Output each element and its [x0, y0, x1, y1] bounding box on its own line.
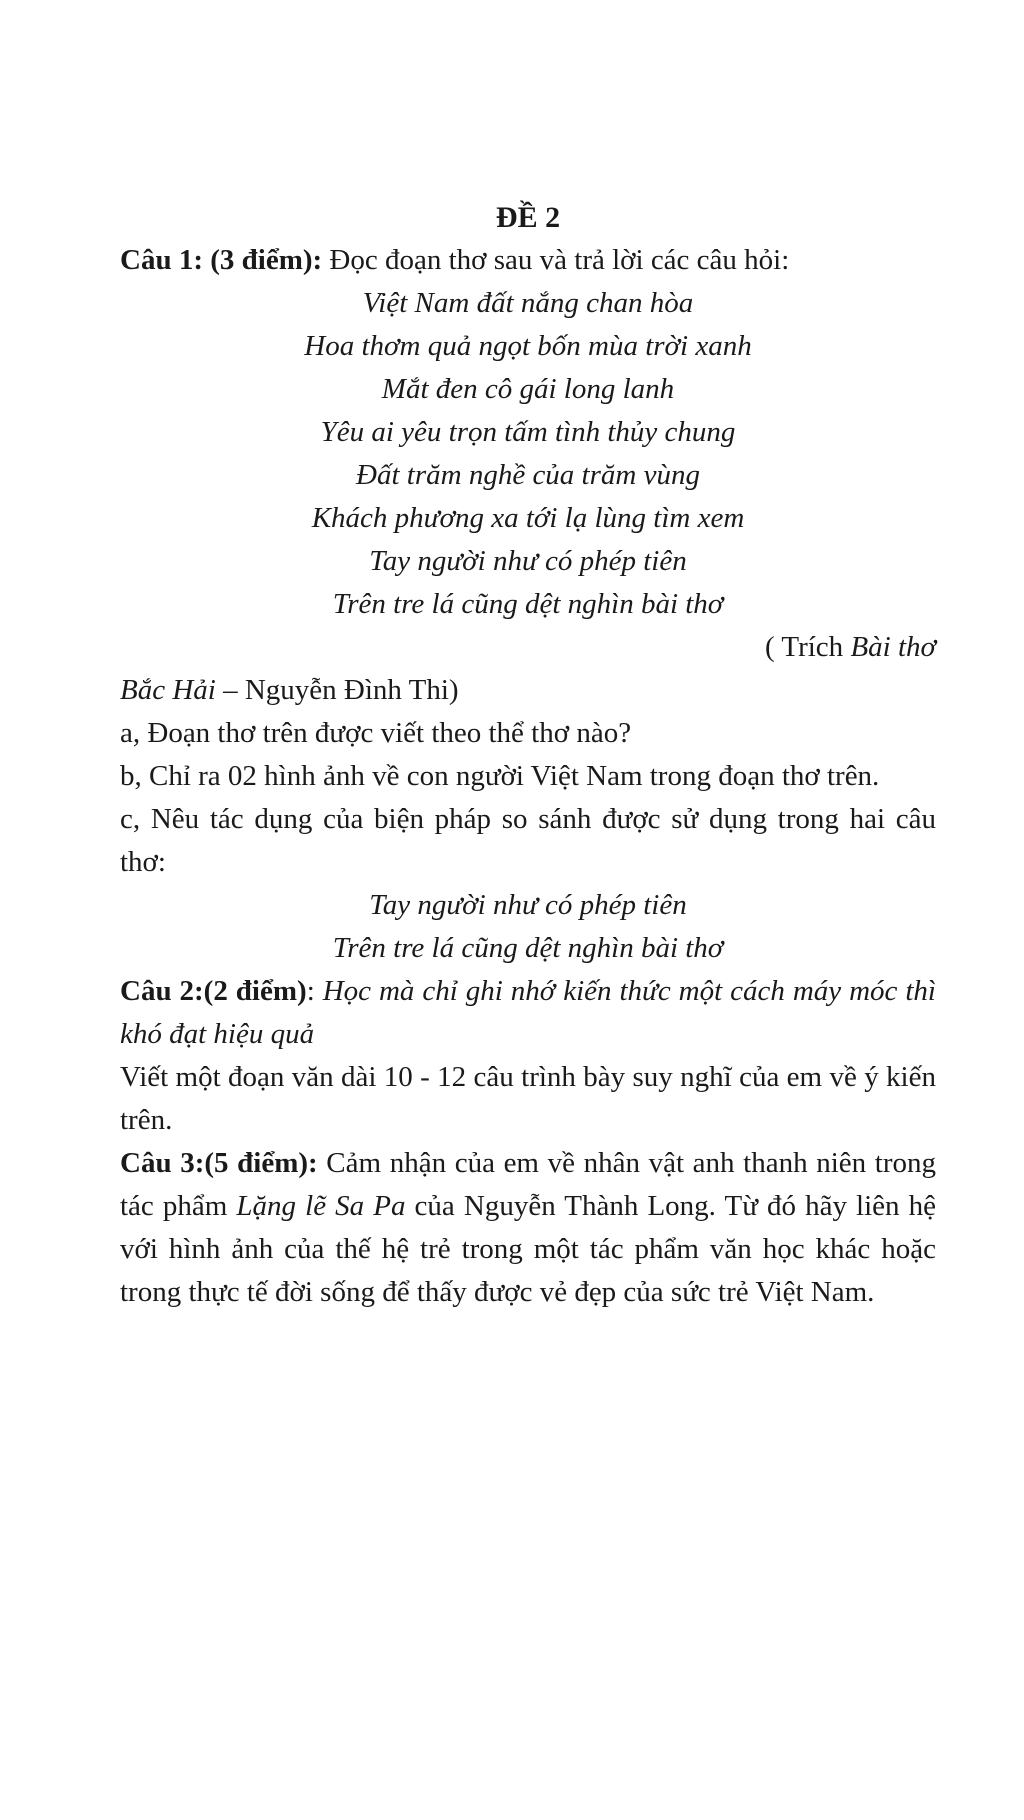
source-prefix: ( Trích: [765, 631, 851, 663]
poem-line: Tay người như có phép tiên: [369, 889, 687, 921]
poem-line: Việt Nam đất nắng chan hòa: [362, 287, 694, 319]
poem-line: Đất trăm nghề của trăm vùng: [356, 459, 700, 491]
exam-title: ĐỀ 2: [495, 201, 561, 234]
q1-poem: [120, 282, 936, 626]
poem-line: Trên tre lá cũng dệt nghìn bài thơ: [332, 932, 724, 964]
q1-c-poem: [120, 884, 936, 970]
q2-sep: :: [306, 975, 323, 1007]
q3-body: [120, 1142, 936, 1314]
poem-line: Hoa thơm quả ngọt bốn mùa trời xanh: [304, 330, 752, 362]
q1-prompt: Đọc đoạn thơ sau và trả lời các câu hỏi:: [322, 244, 790, 276]
q1-heading: [120, 239, 936, 282]
q1-part-a: a, Đoạn thơ trên được viết theo thể thơ nào?: [120, 717, 632, 749]
q2-quote: Học mà chỉ ghi nhớ kiến thức một cách máy móc thì khó đạt hiệu quả: [120, 975, 936, 1050]
exam-page: [120, 196, 936, 1314]
q2-task: Viết một đoạn văn dài 10 - 12 câu trình bày suy nghĩ của em về ý kiến trên.: [120, 1061, 936, 1136]
poem-line: Yêu ai yêu trọn tấm tình thủy chung: [320, 416, 736, 448]
source-title-part2: Bắc Hải: [120, 674, 216, 706]
q3-text-after: của Nguyễn Thành Long. Từ đó hãy liên hệ với hình ảnh của thế hệ trẻ trong một tác phẩm văn học khác hoặc trong thực tế đời sống để thấy được vẻ đẹp của sức trẻ Việt Nam.: [120, 1190, 936, 1308]
poem-line: Trên tre lá cũng dệt nghìn bài thơ: [332, 588, 724, 620]
q3-text-before: Cảm nhận của em về nhân vật anh thanh niên trong tác phẩm: [120, 1147, 936, 1222]
source-title-part1: Bài thơ: [850, 631, 936, 663]
q1-part-b: b, Chỉ ra 02 hình ảnh về con người Việt Nam trong đoạn thơ trên.: [120, 760, 880, 792]
poem-line: Tay người như có phép tiên: [369, 545, 687, 577]
poem-source-line1: [120, 626, 936, 669]
poem-source-line2: [120, 669, 936, 712]
poem-line: Mắt đen cô gái long lanh: [381, 373, 675, 405]
q3-label: Câu 3:(5 điểm):: [120, 1147, 318, 1179]
poem-line: Khách phương xa tới lạ lùng tìm xem: [311, 502, 745, 534]
q2-label: Câu 2:(2 điểm): [120, 975, 307, 1007]
q2-heading: [120, 970, 936, 1056]
q1-label: Câu 1: (3 điểm):: [120, 244, 323, 276]
source-suffix: – Nguyễn Đình Thi): [215, 674, 459, 706]
q3-work-title: Lặng lẽ Sa Pa: [236, 1190, 406, 1222]
q1-part-c: c, Nêu tác dụng của biện pháp so sánh được sử dụng trong hai câu thơ:: [120, 803, 936, 878]
